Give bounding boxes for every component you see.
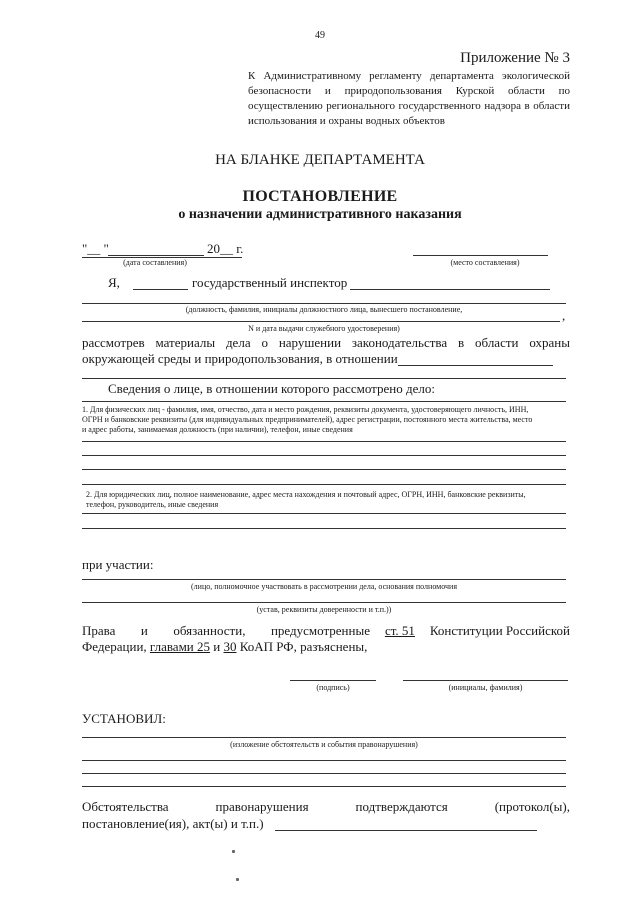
place-line[interactable] (413, 255, 548, 256)
participation-label: при участии: (82, 557, 154, 572)
name-line[interactable] (403, 680, 568, 681)
date-quote: "__ " (82, 241, 109, 256)
established-label: УСТАНОВИЛ: (82, 711, 166, 726)
confirmation-blank[interactable] (275, 830, 537, 831)
date-blank-line[interactable] (108, 255, 204, 256)
individuals-caption-line: и адрес работы, занимаемая должность (при наличии), телефон, иные сведения (82, 425, 353, 434)
date-caption: (дата составления) (123, 258, 187, 267)
document-subtitle: о назначении административного наказания (178, 207, 462, 222)
individuals-line[interactable] (82, 455, 566, 456)
established-line[interactable] (82, 773, 566, 774)
established-caption: (изложение обстоятельств и события правонарушения) (230, 740, 418, 749)
individuals-line[interactable] (82, 441, 566, 442)
inspector-caption-2: N и дата выдачи служебного удостоверения) (248, 324, 400, 333)
established-line[interactable] (82, 737, 566, 738)
confirmation-line-1 (82, 799, 570, 815)
name-caption: (инициалы, фамилия) (448, 683, 523, 692)
koap-chapters-link[interactable]: главами 25 (149, 639, 211, 654)
legal-caption-line: телефон, руководитель, иные сведения (86, 500, 219, 509)
rights-text-b: Конституции Российской (429, 623, 570, 638)
rights-text-c: Федерации, (82, 639, 147, 654)
date-year: 20__ г. (207, 241, 244, 256)
inspector-blank-1[interactable] (133, 289, 188, 290)
inspector-comma: , (562, 308, 566, 323)
established-line[interactable] (82, 760, 566, 761)
participation-caption-2: (устав, реквизиты доверенности и т.п.)) (256, 605, 392, 614)
legal-entities-caption (86, 490, 570, 510)
confirmation-line-2: постановление(ия), акт(ы) и т.п.) (82, 816, 264, 831)
inspector-line-2[interactable] (82, 303, 566, 304)
rights-text-d: и (213, 639, 221, 654)
individuals-line[interactable] (82, 469, 566, 470)
considered-line-1: рассмотрев материалы дела о нарушении законодательства в области охраны (82, 335, 570, 350)
rights-text-a: Права и обязанности, предусмотренные (82, 623, 370, 638)
rights-line-2 (82, 639, 367, 655)
person-info-line[interactable] (82, 401, 566, 402)
person-info-heading: Сведения о лице, в отношении которого рассмотрено дело: (108, 381, 435, 396)
inspector-line-3[interactable] (82, 321, 560, 322)
individuals-line[interactable] (82, 484, 566, 485)
confirmation-word: Обстоятельства (82, 799, 169, 814)
rights-line-1 (82, 623, 570, 639)
koap-chapter-30-link[interactable]: 30 (223, 639, 237, 654)
legal-caption-line: 2. Для юридических лиц, полное наименование, адрес места нахождения и почтовый адрес, ОГРН, ИНН, банковские реквизиты, (86, 490, 526, 499)
considered-blank[interactable] (398, 365, 553, 366)
scan-speck (236, 878, 239, 881)
inspector-blank-2[interactable] (350, 289, 550, 290)
individuals-caption (82, 405, 570, 435)
inspector-label: государственный инспектор (192, 275, 348, 290)
inspector-prefix: Я, (108, 275, 120, 290)
page-number: 49 (315, 30, 325, 41)
considered-line-2: окружающей среды и природопользования, в отношении (82, 351, 398, 366)
constitution-article-link[interactable]: ст. 51 (384, 623, 415, 638)
individuals-caption-line: ОГРН и банковские реквизиты (для индивидуальных предпринимателей), адрес регистрации, постоянного места жительства, место (82, 415, 533, 424)
appendix-text: К Административному регламенту департамента экологической безопасности и природопользования Курской области по осуществлению регионального государственного надзора в области использования и охраны водных объектов (248, 70, 570, 127)
established-line[interactable] (82, 786, 566, 787)
participation-caption: (лицо, полномочное участвовать в рассмотрении дела, основания полномочия (191, 582, 457, 591)
confirmation-word: правонарушения (215, 799, 309, 814)
confirmation-word: (протокол(ы), (494, 799, 570, 814)
inspector-caption: (должность, фамилия, инициалы должностного лица, вынесшего постановление, (185, 305, 463, 314)
individuals-caption-line: 1. Для физических лиц - фамилия, имя, отчество, дата и место рождения, реквизиты документа, удостоверяющего личность, ИНН, (82, 405, 529, 414)
signature-line[interactable] (290, 680, 376, 681)
considered-line-3[interactable] (82, 378, 566, 379)
appendix-title: Приложение № 3 (460, 50, 570, 66)
rights-text-e: КоАП РФ, разъяснены, (239, 639, 368, 654)
confirmation-word: подтверждаются (355, 799, 448, 814)
legal-line[interactable] (82, 513, 566, 514)
participation-line[interactable] (82, 579, 566, 580)
document-title: ПОСТАНОВЛЕНИЕ (242, 188, 398, 205)
legal-line[interactable] (82, 528, 566, 529)
blank-header: НА БЛАНКЕ ДЕПАРТАМЕНТА (215, 152, 425, 168)
participation-line[interactable] (82, 602, 566, 603)
place-caption: (место составления) (450, 258, 520, 267)
scan-speck (232, 850, 235, 853)
signature-caption: (подпись) (316, 683, 350, 692)
